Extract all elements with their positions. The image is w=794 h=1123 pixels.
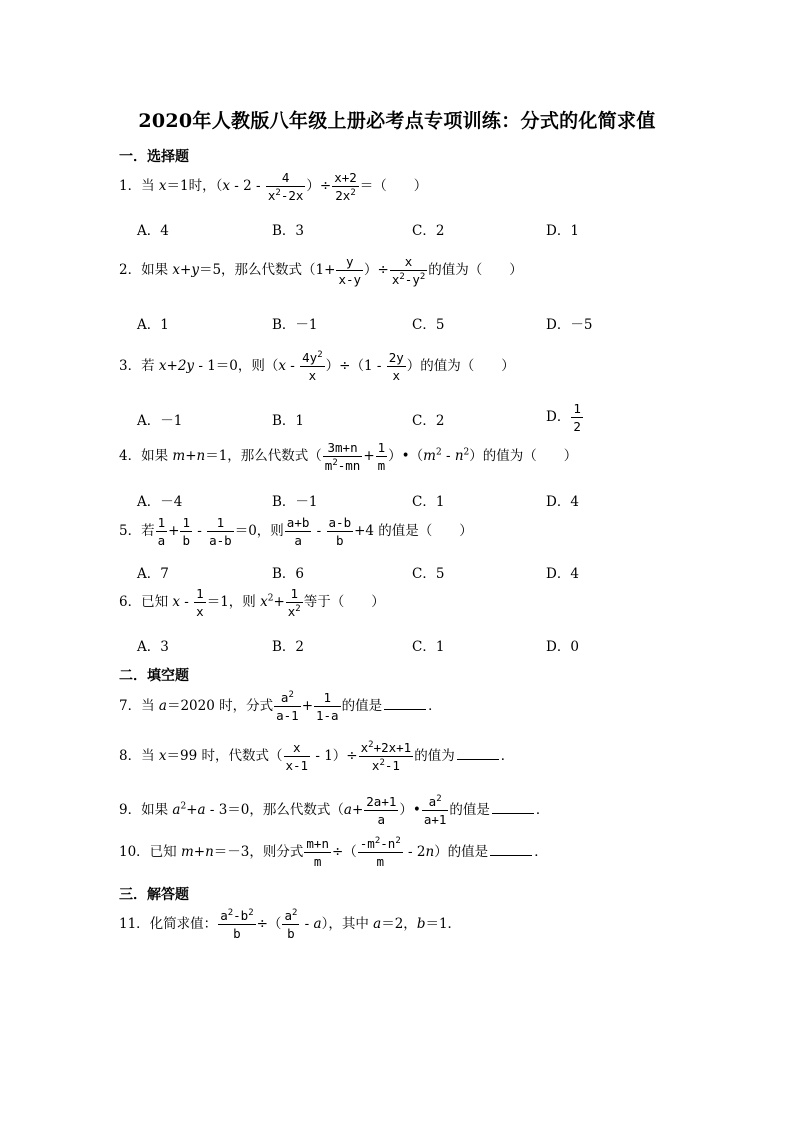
- answer-blank[interactable]: [492, 812, 534, 814]
- q2-option-d: D．－5: [546, 317, 593, 333]
- fraction: $\frac{a^2}{a-1}$: [276, 689, 299, 723]
- q2-option-c: C．5: [412, 317, 445, 333]
- fraction: $\frac{x^2+2x+1}{x^2-1}$: [360, 739, 412, 773]
- answer-blank[interactable]: [490, 854, 532, 856]
- q5-option-d: D．4: [546, 566, 579, 582]
- question-10: 10．已知 m+n＝－3，则分式 $\frac{m+n}{m}$ ÷（ $\frac{-m^2-n^2}{m}$ - 2n）的值是 ．: [119, 835, 548, 869]
- fraction: $\frac{1}{b}$: [182, 515, 190, 548]
- fraction: $\frac{a^2}{b}$: [284, 907, 298, 941]
- fraction: $\frac{-m^2-n^2}{m}$: [359, 835, 401, 869]
- q6-option-d: D．0: [546, 639, 579, 655]
- fraction: $\frac{4y^2}{x}$: [302, 349, 323, 383]
- fraction: $\frac{y}{x-y}$: [338, 254, 362, 287]
- fraction: $\frac{2y}{x}$: [388, 350, 404, 383]
- q1-option-d: D．1: [546, 223, 579, 239]
- question-2: 2．如果 x+y＝5，那么代数式（1+ $\frac{y}{x-y}$ ）÷ $\frac{x}{x^2-y^2}$ 的值为（ ）: [119, 254, 523, 287]
- fraction: $\frac{1}{m}$: [377, 440, 386, 473]
- q3-option-a: A．－1: [137, 413, 183, 429]
- q4-option-c: C．1: [412, 494, 445, 510]
- section-choice-heading: 一．选择题: [119, 149, 189, 165]
- question-6: 6．已知 x - $\frac{1}{x}$ ＝1，则 $x^2+$ $\frac{1}{x^2}$ 等于（ ）: [119, 586, 385, 619]
- q6-option-b: B．2: [272, 639, 305, 655]
- fraction: $\frac{1}{x}$: [196, 586, 204, 619]
- question-11: 11．化简求值： $\frac{a^2-b^2}{b}$ ÷（ $\frac{a^2}{b}$ - a），其中 a＝2，b＝1．: [119, 907, 462, 941]
- fraction: $\frac{m+n}{m}$: [306, 836, 329, 869]
- fraction: $\frac{4}{x^2-2x}$: [267, 170, 304, 203]
- fraction: $\frac{x}{x-1}$: [285, 740, 309, 773]
- question-8: 8．当 x＝99 时，代数式（ $\frac{x}{x-1}$ - 1）÷ $\frac{x^2+2x+1}{x^2-1}$ 的值为 ．: [119, 739, 515, 773]
- q6-option-c: C．1: [412, 639, 445, 655]
- q2-option-b: B．－1: [272, 317, 318, 333]
- q1-option-c: C．2: [412, 223, 445, 239]
- question-4: 4．如果 m+n＝1，那么代数式（ $\frac{3m+n}{m^2-mn}$ + $\frac{1}{m}$ ）$•(m^2 - n^2)$的值为（ ）: [119, 440, 578, 473]
- fraction: $\frac{3m+n}{m^2-mn}$: [324, 440, 361, 473]
- fraction: $\frac{a^2-b^2}{b}$: [220, 907, 254, 941]
- fraction: $\frac{a+b}{a}$: [286, 515, 310, 548]
- question-1: 1．当 x＝1时，（x - 2 - $\frac{4}{x^2-2x}$ ）÷ $\frac{x+2}{2x^2}$ ＝（ ）: [119, 170, 428, 203]
- q3-option-c: C．2: [412, 413, 445, 429]
- question-3: 3．若 x+2y - 1＝0，则（x - $\frac{4y^2}{x}$ ）÷（1 - $\frac{2y}{x}$ ）的值为（ ）: [119, 349, 515, 383]
- answer-blank[interactable]: [384, 708, 426, 710]
- page-title: 2020年人教版八年级上册必考点专项训练：分式的化简求值: [138, 110, 656, 132]
- q5-option-b: B．6: [272, 566, 305, 582]
- fraction: $\frac{1}{a-b}$: [209, 515, 232, 548]
- fraction: $\frac{a-b}{b}$: [328, 515, 352, 548]
- q5-option-a: A．7: [137, 566, 169, 582]
- q3-option-d: D． $\frac{1}{2}$: [546, 401, 581, 434]
- q5-option-c: C．5: [412, 566, 445, 582]
- fraction: $\frac{1}{1-a}$: [316, 690, 339, 723]
- question-5: 5．若 $\frac{1}{a}$ + $\frac{1}{b}$ - $\frac{1}{a-b}$ ＝0，则 $\frac{a+b}{a}$ - $\frac{a-b}{b}$ +4 的值是（ ）: [119, 515, 473, 548]
- q1-option-b: B．3: [272, 223, 305, 239]
- fraction: $\frac{1}{a}$: [157, 515, 166, 548]
- q2-option-a: A．1: [137, 317, 169, 333]
- fraction: $\frac{2a+1}{a}$: [366, 794, 397, 827]
- question-9: 9．如果 $a^2+a - 3=0$，那么代数式（a+ $\frac{2a+1}{a}$ ）• $\frac{a^2}{a+1}$ 的值是 ．: [119, 793, 550, 827]
- q4-option-d: D．4: [546, 494, 579, 510]
- fraction: $\frac{1}{2}$: [573, 401, 581, 434]
- q4-option-a: A．－4: [137, 494, 183, 510]
- fraction: $\frac{x+2}{2x^2}$: [334, 170, 357, 203]
- fraction: $\frac{1}{x^2}$: [287, 586, 301, 619]
- section-solve-heading: 三．解答题: [119, 887, 189, 903]
- fraction: $\frac{x}{x^2-y^2}$: [391, 254, 426, 287]
- fraction: $\frac{a^2}{a+1}$: [423, 793, 447, 827]
- section-fill-heading: 二．填空题: [119, 668, 189, 684]
- q1-option-a: A．4: [137, 223, 169, 239]
- answer-blank[interactable]: [457, 758, 499, 760]
- q3-option-b: B．1: [272, 413, 305, 429]
- question-7: 7．当 a＝2020 时，分式 $\frac{a^2}{a-1}$ + $\frac{1}{1-a}$ 的值是 ．: [119, 689, 442, 723]
- q6-option-a: A．3: [137, 639, 169, 655]
- q4-option-b: B．－1: [272, 494, 318, 510]
